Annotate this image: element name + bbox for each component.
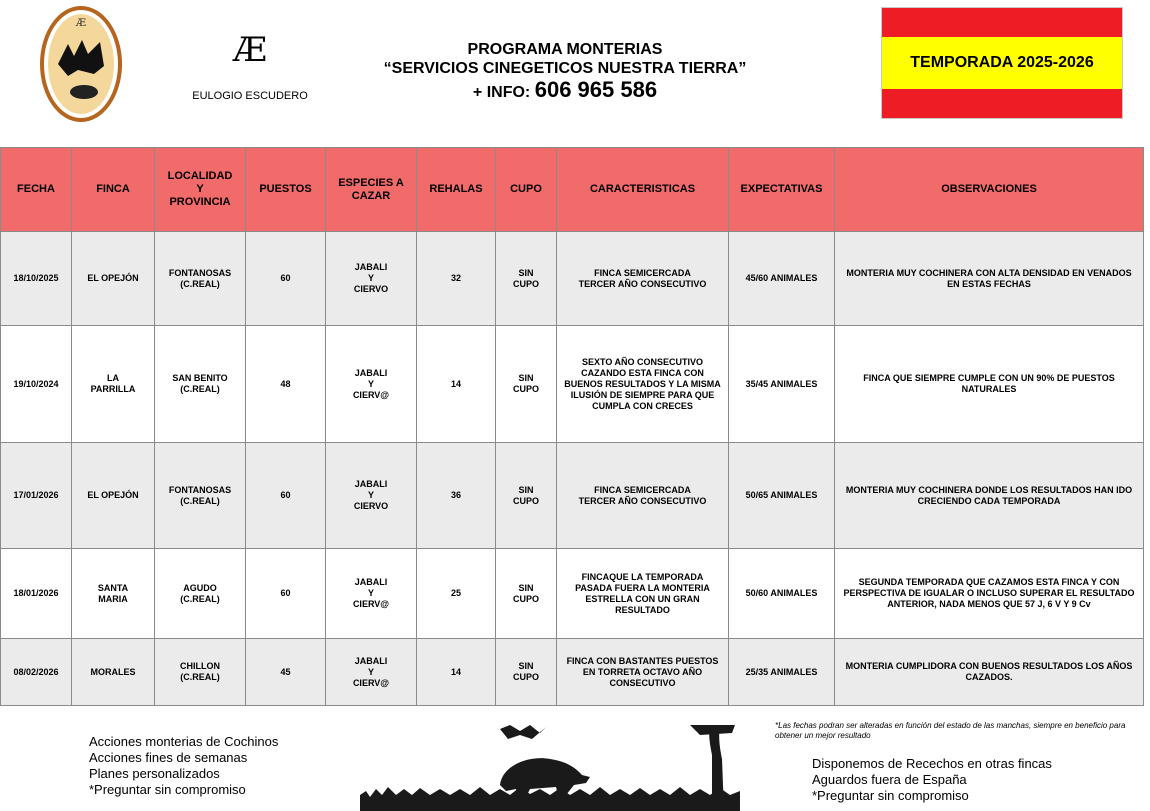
cell-remarks: FINCA QUE SIEMPRE CUMPLE CON UN 90% DE PUESTOS NATURALES bbox=[835, 326, 1144, 443]
brand-block bbox=[175, 30, 325, 102]
column-header-date: FECHA bbox=[1, 148, 72, 232]
cell-species: JABALI Y CIERVO bbox=[326, 232, 417, 326]
hunts-table bbox=[0, 147, 1144, 706]
cell-date: 18/10/2025 bbox=[1, 232, 72, 326]
cell-location: SAN BENITO (C.REAL) bbox=[155, 326, 246, 443]
cell-stands: 60 bbox=[246, 232, 326, 326]
table-row bbox=[1, 549, 1144, 639]
table-header-row bbox=[1, 148, 1144, 232]
svg-text:Æ: Æ bbox=[75, 18, 87, 29]
cell-location: FONTANOSAS (C.REAL) bbox=[155, 443, 246, 549]
table-row bbox=[1, 443, 1144, 549]
column-header-location: LOCALIDAD Y PROVINCIA bbox=[155, 148, 246, 232]
cell-date: 18/01/2026 bbox=[1, 549, 72, 639]
cell-stands: 45 bbox=[246, 639, 326, 706]
cell-stands: 60 bbox=[246, 549, 326, 639]
phone-number: 606 965 586 bbox=[534, 77, 658, 102]
cell-features: FINCA SEMICERCADA TERCER AÑO CONSECUTIVO bbox=[557, 232, 729, 326]
spain-flag-banner bbox=[881, 7, 1123, 119]
services-line: Planes personalizados bbox=[89, 766, 220, 781]
cell-estate: EL OPEJÓN bbox=[72, 443, 155, 549]
cell-packs: 36 bbox=[417, 443, 496, 549]
brand-name: EULOGIO ESCUDERO bbox=[192, 90, 308, 102]
cell-remarks: MONTERIA MUY COCHINERA DONDE LOS RESULTADOS HAN IDO CRECIENDO CADA TEMPORADA bbox=[835, 443, 1144, 549]
cell-species: JABALI Y CIERVO bbox=[326, 443, 417, 549]
services-list bbox=[89, 734, 278, 798]
cell-quota: SIN CUPO bbox=[496, 639, 557, 706]
column-header-remarks: OBSERVACIONES bbox=[835, 148, 1144, 232]
cell-quota: SIN CUPO bbox=[496, 549, 557, 639]
extra-services-list bbox=[812, 756, 1052, 804]
cell-remarks: SEGUNDA TEMPORADA QUE CAZAMOS ESTA FINCA Y CON PERSPECTIVA DE IGUALAR O INCLUSO SUPERAR EL RESULTADO ANTERIOR, NADA MENOS QUE 57 J, 6 V Y 9 Cv bbox=[835, 549, 1144, 639]
cell-species: JABALI Y CIERV@ bbox=[326, 549, 417, 639]
cell-expectations: 45/60 ANIMALES bbox=[729, 232, 835, 326]
cell-estate: SANTA MARIA bbox=[72, 549, 155, 639]
cell-packs: 25 bbox=[417, 549, 496, 639]
hunting-club-logo bbox=[38, 4, 124, 124]
cell-location: CHILLON (C.REAL) bbox=[155, 639, 246, 706]
extra-services-line: Disponemos de Recechos en otras fincas bbox=[812, 756, 1052, 771]
column-header-stands: PUESTOS bbox=[246, 148, 326, 232]
services-line: Acciones fines de semanas bbox=[89, 750, 248, 765]
cell-date: 19/10/2024 bbox=[1, 326, 72, 443]
column-header-estate: FINCA bbox=[72, 148, 155, 232]
cell-expectations: 50/65 ANIMALES bbox=[729, 443, 835, 549]
services-line: *Preguntar sin compromiso bbox=[89, 782, 246, 797]
cell-estate: MORALES bbox=[72, 639, 155, 706]
cell-expectations: 25/35 ANIMALES bbox=[729, 639, 835, 706]
cell-quota: SIN CUPO bbox=[496, 443, 557, 549]
info-label: + INFO: bbox=[472, 84, 531, 101]
cell-features: FINCA CON BASTANTES PUESTOS EN TORRETA OCTAVO AÑO CONSECUTIVO bbox=[557, 639, 729, 706]
column-header-packs: REHALAS bbox=[417, 148, 496, 232]
cell-features: FINCA SEMICERCADA TERCER AÑO CONSECUTIVO bbox=[557, 443, 729, 549]
table-row bbox=[1, 232, 1144, 326]
flag-stripe-top bbox=[882, 8, 1122, 37]
column-header-features: CARACTERISTICAS bbox=[557, 148, 729, 232]
cell-quota: SIN CUPO bbox=[496, 232, 557, 326]
services-line: Acciones monterias de Cochinos bbox=[89, 734, 279, 749]
cell-location: AGUDO (C.REAL) bbox=[155, 549, 246, 639]
cell-packs: 14 bbox=[417, 639, 496, 706]
extra-services-line: *Preguntar sin compromiso bbox=[812, 788, 969, 803]
cell-remarks: MONTERIA MUY COCHINERA CON ALTA DENSIDAD EN VENADOS EN ESTAS FECHAS bbox=[835, 232, 1144, 326]
dates-disclaimer: *Las fechas podran ser alteradas en función del estado de las manchas, siempre en beneficio para obtener un mejor resultado bbox=[775, 721, 1126, 740]
program-title: PROGRAMA MONTERIAS bbox=[467, 41, 663, 58]
cell-estate: EL OPEJÓN bbox=[72, 232, 155, 326]
brand-monogram: Æ bbox=[232, 30, 268, 70]
cell-packs: 32 bbox=[417, 232, 496, 326]
column-header-quota: CUPO bbox=[496, 148, 557, 232]
cell-stands: 60 bbox=[246, 443, 326, 549]
cell-location: FONTANOSAS (C.REAL) bbox=[155, 232, 246, 326]
flag-stripe-bottom bbox=[882, 89, 1122, 118]
cell-features: SEXTO AÑO CONSECUTIVO CAZANDO ESTA FINCA CON BUENOS RESULTADOS Y LA MISMA ILUSIÓN DE SIEMPRE PARA QUE CUMPLA CON CRECES bbox=[557, 326, 729, 443]
extra-services-line: Aguardos fuera de España bbox=[812, 772, 967, 787]
cell-packs: 14 bbox=[417, 326, 496, 443]
table-row bbox=[1, 639, 1144, 706]
cell-quota: SIN CUPO bbox=[496, 326, 557, 443]
program-subtitle: “SERVICIOS CINEGETICOS NUESTRA TIERRA” bbox=[383, 60, 747, 77]
cell-expectations: 35/45 ANIMALES bbox=[729, 326, 835, 443]
column-header-species: ESPECIES A CAZAR bbox=[326, 148, 417, 232]
contact-line bbox=[360, 78, 770, 105]
cell-date: 08/02/2026 bbox=[1, 639, 72, 706]
program-title-block bbox=[360, 40, 770, 105]
table-row bbox=[1, 326, 1144, 443]
column-header-expectations: EXPECTATIVAS bbox=[729, 148, 835, 232]
season-label: TEMPORADA 2025-2026 bbox=[882, 37, 1122, 90]
cell-remarks: MONTERIA CUMPLIDORA CON BUENOS RESULTADOS LOS AÑOS CAZADOS. bbox=[835, 639, 1144, 706]
cell-species: JABALI Y CIERV@ bbox=[326, 326, 417, 443]
boar-silhouette-image bbox=[360, 725, 740, 811]
cell-species: JABALI Y CIERV@ bbox=[326, 639, 417, 706]
cell-estate: LA PARRILLA bbox=[72, 326, 155, 443]
cell-expectations: 50/60 ANIMALES bbox=[729, 549, 835, 639]
cell-features: FINCAQUE LA TEMPORADA PASADA FUERA LA MONTERIA ESTRELLA CON UN GRAN RESULTADO bbox=[557, 549, 729, 639]
cell-date: 17/01/2026 bbox=[1, 443, 72, 549]
cell-stands: 48 bbox=[246, 326, 326, 443]
